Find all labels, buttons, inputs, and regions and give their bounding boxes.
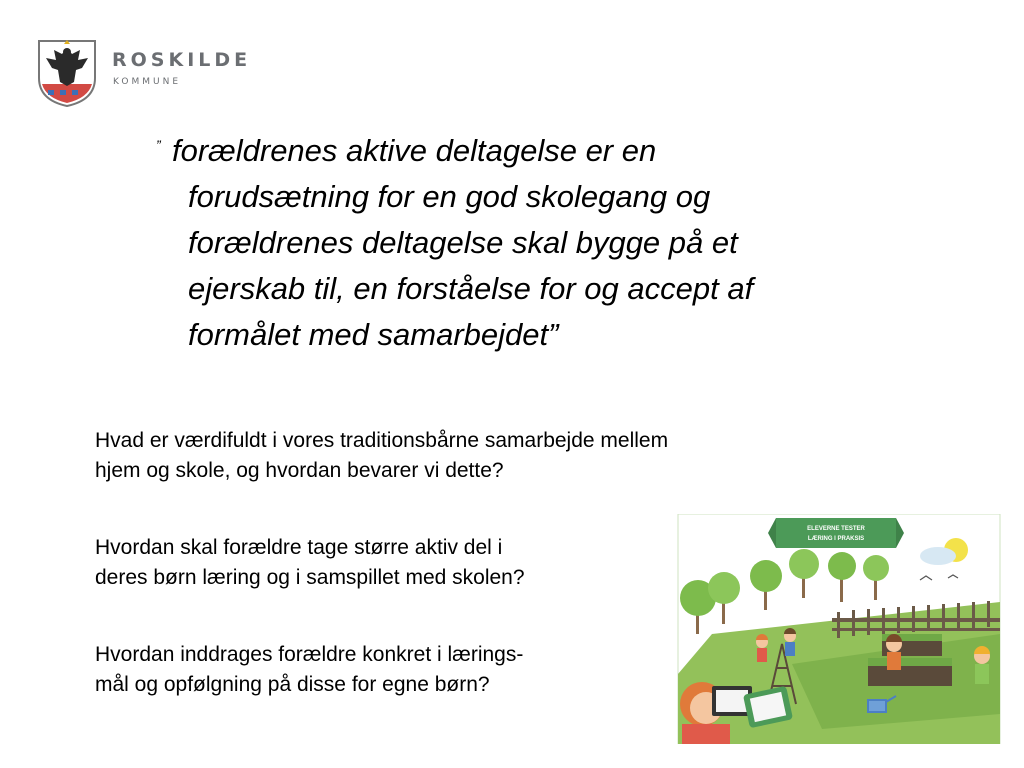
quote-open-mark: ” [156, 137, 161, 153]
question-item [95, 640, 695, 700]
quote-line: forældrenes deltagelse skal bygge på et [188, 225, 738, 260]
cloud-icon [920, 547, 956, 565]
question-line: Hvad er værdifuldt i vores traditionsbårne samarbejde mellem [95, 429, 669, 452]
banner-line: LÆRING I PRAKSIS [807, 536, 865, 542]
logo-name: ROSKILDE [112, 49, 252, 71]
child-figure-icon [784, 628, 796, 656]
quote-line: forudsætning for en god skolegang og [188, 179, 711, 214]
roskilde-kommune-logo [36, 38, 266, 108]
quote-line: forældrenes aktive deltagelse er en [172, 133, 657, 168]
logo-subtitle: KOMMUNE [113, 77, 182, 87]
quote-line: ejerskab til, en forståelse for og accept af [188, 271, 754, 306]
child-figure-icon [756, 634, 768, 662]
question-line: deres børn læring og i samspillet med skolen? [95, 566, 525, 589]
coat-of-arms-icon [36, 38, 98, 108]
question-line: Hvordan inddrages forældre konkret i lærings- [95, 643, 524, 666]
school-garden-illustration [672, 514, 1006, 744]
quote-line: formålet med samarbejdet” [188, 317, 559, 352]
illustration-graphic [672, 514, 1006, 744]
question-line: mål og opfølgning på disse for egne børn? [95, 673, 490, 696]
quote-block [156, 128, 958, 358]
question-item [95, 426, 695, 486]
banner-line: ELEVERNE TESTER [807, 526, 865, 532]
garden-bed [868, 664, 952, 686]
question-item [95, 533, 695, 593]
questions-list [95, 426, 695, 700]
child-figure-icon [886, 634, 902, 670]
child-figure-icon [974, 646, 990, 684]
illustration-banner [776, 518, 896, 548]
question-line: Hvordan skal forældre tage større aktiv del i [95, 536, 503, 559]
question-line: hjem og skole, og hvordan bevarer vi dette? [95, 459, 504, 482]
